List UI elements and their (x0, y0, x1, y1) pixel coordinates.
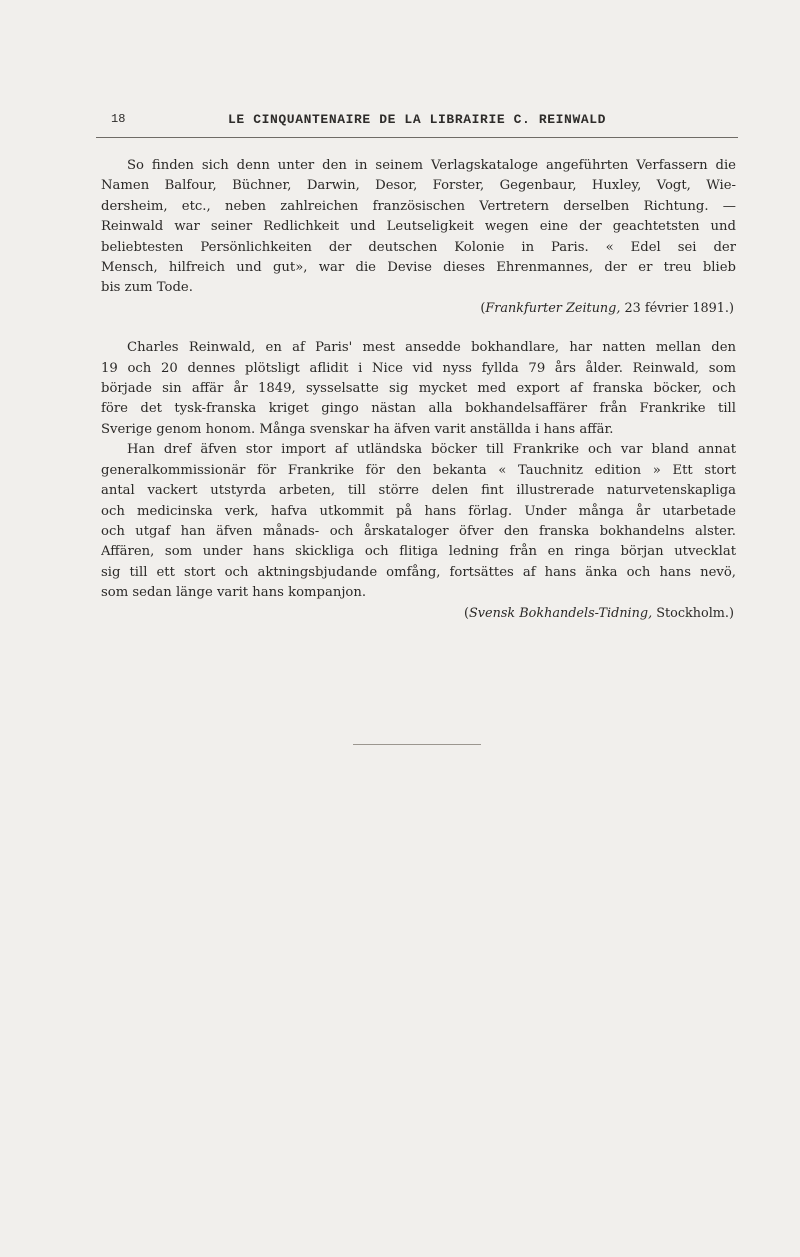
text-line: började sin affär år 1849, sysselsatte sig mycket med export af franska böcker, och (101, 381, 736, 397)
citation-open: ( (464, 605, 470, 621)
text-line: Affären, som under hans skickliga och flitiga ledning från en ringa början utvecklat (101, 544, 736, 560)
citation-source: Svensk Bokhandels-Tidning, (469, 605, 653, 621)
citation-source: Frankfurter Zeitung, (485, 300, 621, 316)
text-line: Han dref äfven stor import af utländska böcker till Frankrike och var bland annat (127, 442, 736, 458)
body-text (101, 156, 736, 624)
text-line: dersheim, etc., neben zahlreichen französischen Vertretern derselben Richtung. — (101, 198, 736, 214)
paragraph-2 (101, 440, 736, 603)
citation-frankfurter (101, 299, 736, 319)
text-line: sig till ett stort och aktningsbjudande omfång, fortsättes af hans änka och hans nevö, (101, 564, 736, 580)
citation-open: ( (480, 300, 486, 316)
end-rule (353, 744, 481, 745)
text-line: So finden sich denn unter den in seinem Verlagskataloge angeführten Verfassern die (127, 158, 736, 173)
header-rule (96, 137, 738, 138)
text-line: före det tysk-franska kriget gingo nästan alla bokhandelsaffärer från Frankrike till (101, 401, 736, 417)
german-passage (101, 156, 736, 319)
swedish-passage (101, 338, 736, 624)
text-line: Charles Reinwald, en af Paris' mest ansedde bokhandlare, har natten mellan den (127, 340, 736, 356)
running-head: LE CINQUANTENAIRE DE LA LIBRAIRIE C. REINWALD (228, 112, 607, 127)
text-line: generalkommissionär för Frankrike för den bekanta « Tauchnitz edition » Ett stort (101, 462, 736, 478)
text-line: och utgaf han äfven månads- och årskataloger öfver den franska bokhandelns alster. (101, 523, 736, 539)
text-line: som sedan länge varit hans kompanjon. (101, 585, 367, 601)
page-number: 18 (111, 112, 126, 126)
text-line: och medicinska verk, hafva utkommit på hans förlag. Under många år utarbetade (101, 503, 736, 519)
text-line: Namen Balfour, Büchner, Darwin, Desor, Forster, Gegenbaur, Huxley, Vogt, Wie- (101, 178, 736, 194)
citation-place: Stockholm.) (652, 605, 734, 621)
citation-date: 23 février 1891.) (620, 300, 734, 316)
text-line: Sverige genom honom. Många svenskar ha äfven varit anställda i hans affär. (101, 421, 614, 437)
text-line: beliebtesten Persönlichkeiten der deutschen Kolonie in Paris. « Edel sei der (101, 239, 736, 255)
citation-svensk (101, 604, 736, 624)
text-line: 19 och 20 dennes plötsligt aflidit i Nice vid nyss fyllda 79 års ålder. Reinwald, som (101, 360, 736, 376)
section-gap (101, 319, 736, 338)
page-header (0, 112, 800, 134)
text-line: antal vackert utstyrda arbeten, till större delen fint illustrerade naturvetenskapliga (101, 483, 736, 499)
text-line: Mensch, hilfreich und gut», war die Devise dieses Ehrenmannes, der er treu blieb (101, 260, 736, 276)
text-line: bis zum Tode. (101, 280, 193, 296)
paragraph-1 (101, 338, 736, 440)
text-line: Reinwald war seiner Redlichkeit und Leutseligkeit wegen eine der geachtetsten und (101, 219, 736, 235)
